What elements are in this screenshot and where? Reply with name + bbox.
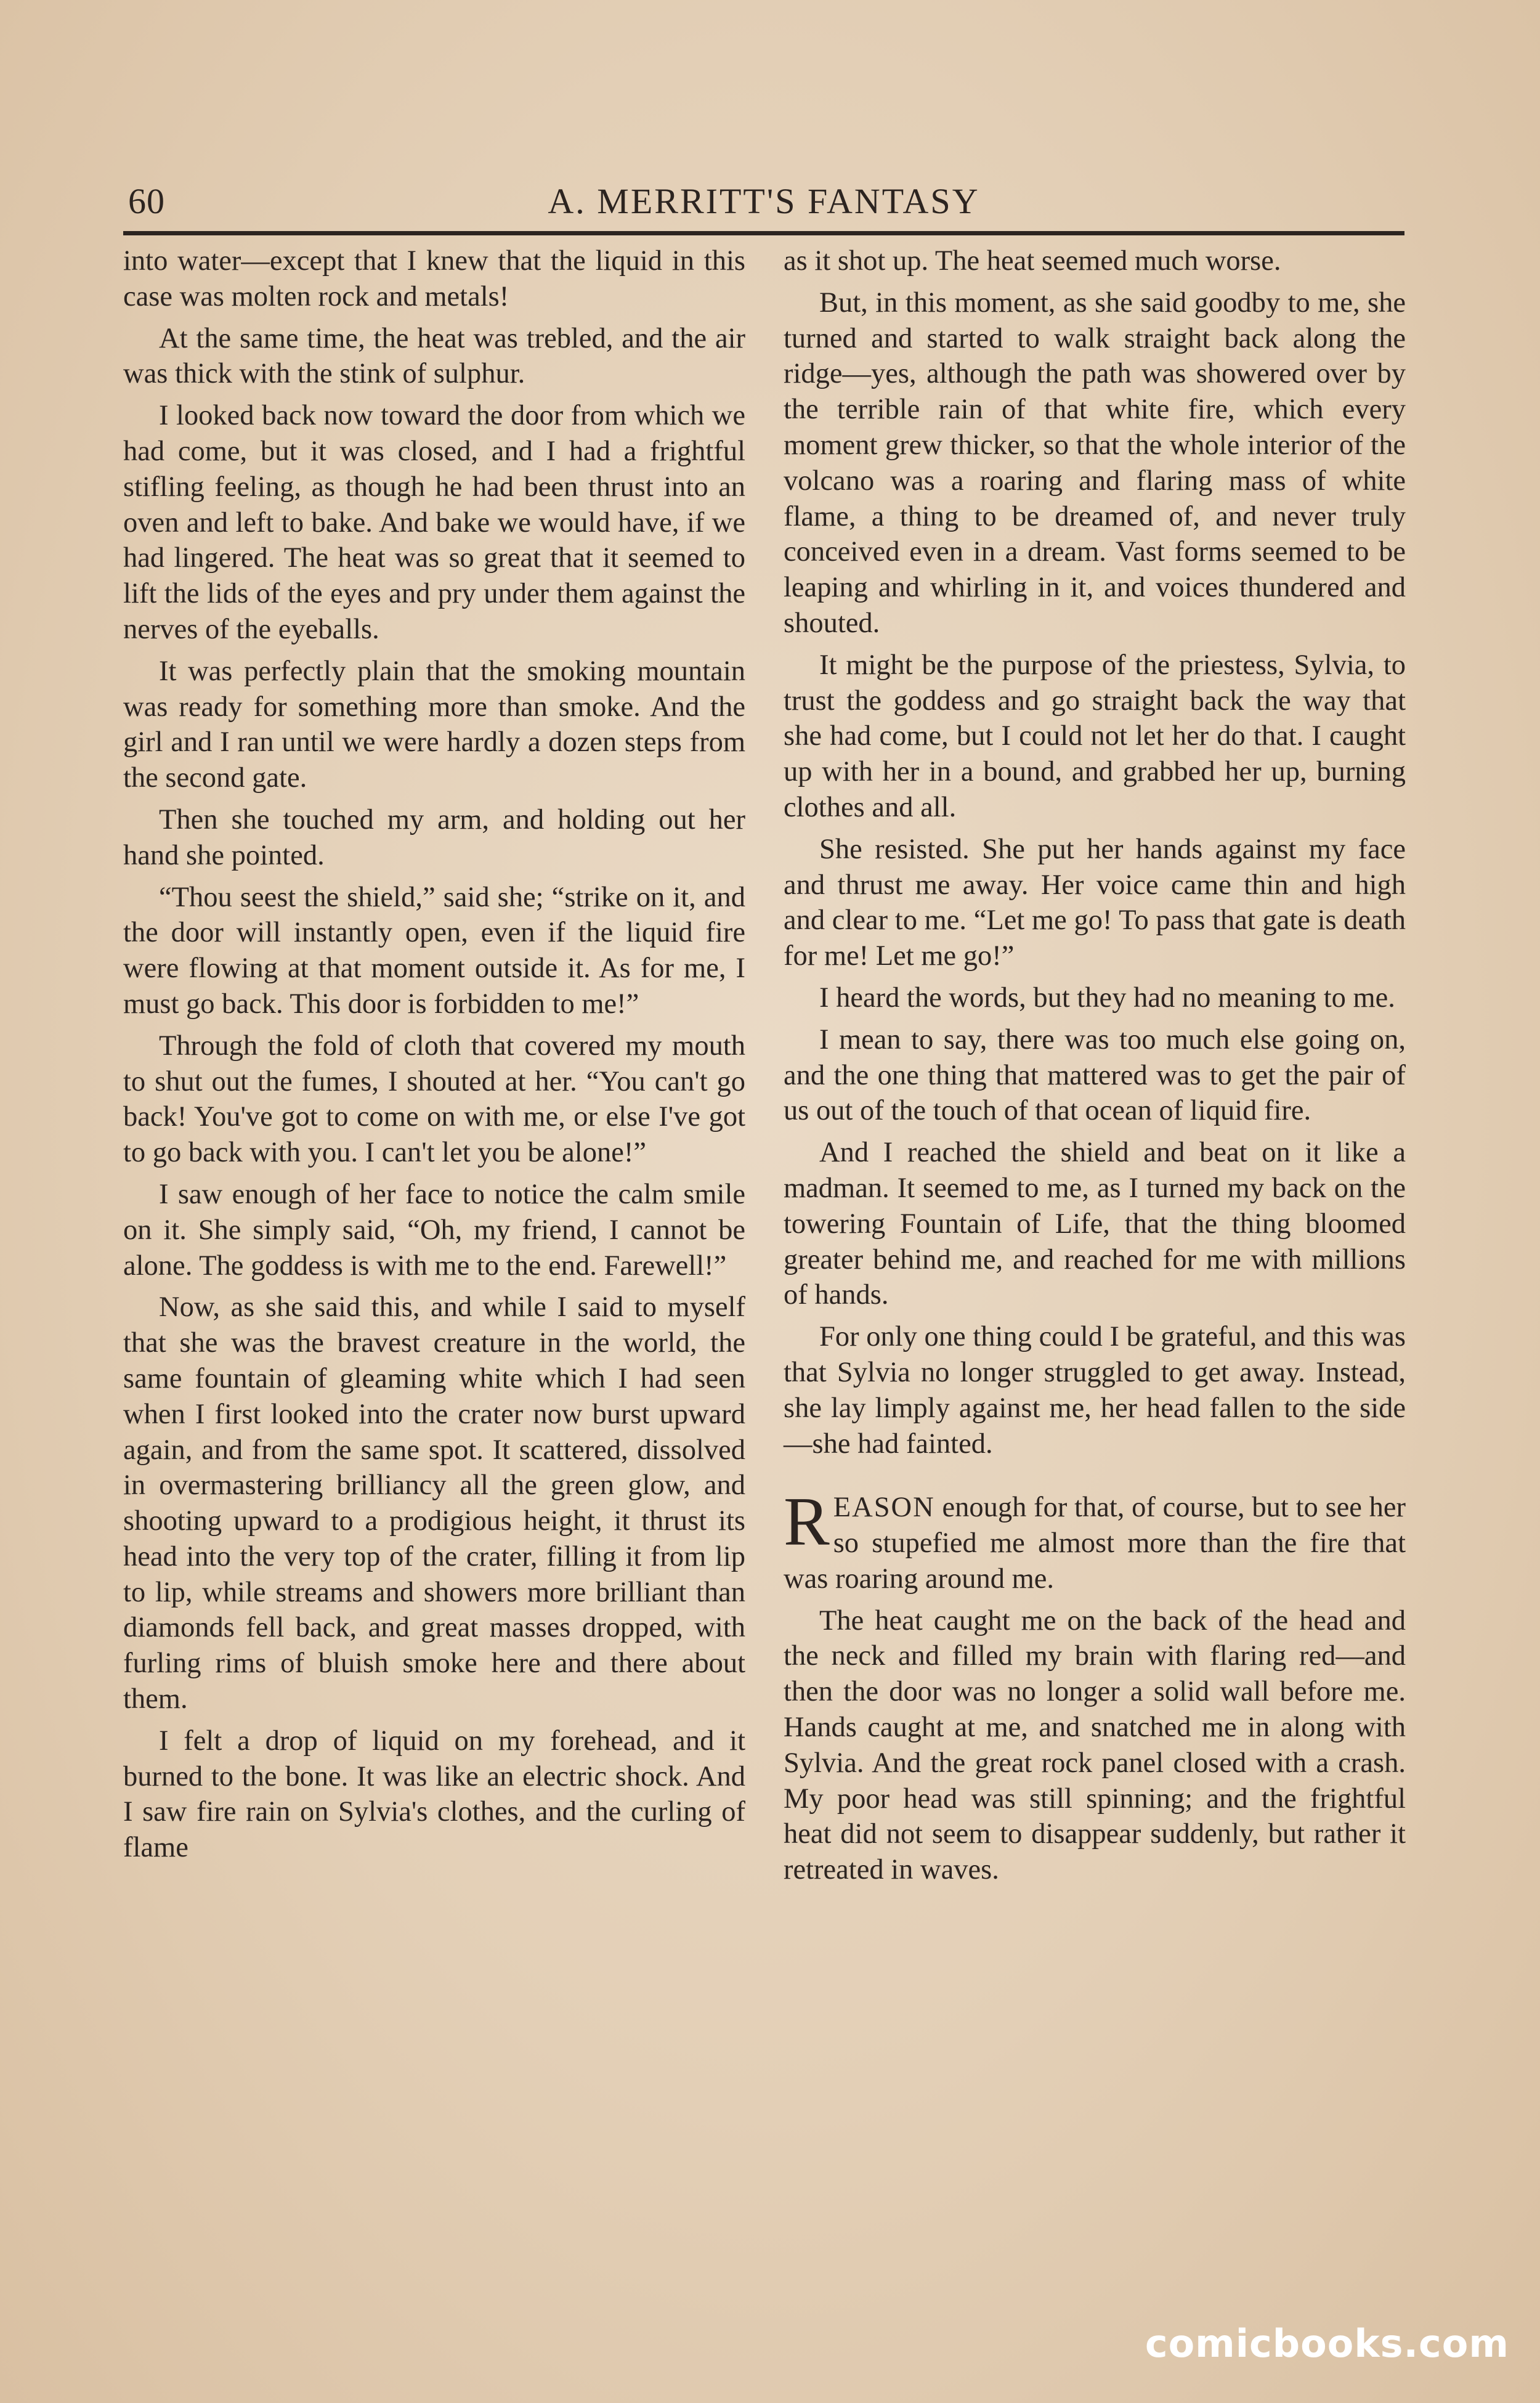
small-caps-lead: EASON <box>833 1492 935 1524</box>
paragraph: At the same time, the heat was trebled, and the air was thick with the stink of sulphur. <box>123 322 745 390</box>
running-title: A. MERRITT'S FANTASY <box>548 181 980 221</box>
paragraph: For only one thing could I be grateful, and this was that Sylvia no longer struggled to get away. Instead, she lay limply against me, her head fallen to the side—she had fainted. <box>784 1321 1406 1460</box>
right-column <box>784 243 1406 1894</box>
paragraph: I heard the words, but they had no meaning to me. <box>819 982 1395 1014</box>
paragraph: She resisted. She put her hands against my face and thrust me away. Her voice came thin and high and clear to me. “Let me go! To pass that gate is death for me! Let me go!” <box>784 833 1406 972</box>
page-number: 60 <box>128 181 165 221</box>
paragraph: The heat caught me on the back of the head and the neck and filled my brain with flaring red—and then the door was no longer a solid wall before me. Hands caught at me, and snatched me in along with Sylvia. And the great rock panel closed with a crash. My poor head was still spinning; and the frightful heat did not seem to disappear suddenly, but rather it retreated in waves. <box>784 1604 1406 1886</box>
paragraph: as it shot up. The heat seemed much worse. <box>784 245 1281 277</box>
paragraph: It might be the purpose of the priestess, Sylvia, to trust the goddess and go straight back the way that she had come, but I could not let her do that. I caught up with her in a bound, and grabbed her up, burning clothes and all. <box>784 649 1406 823</box>
paragraph: But, in this moment, as she said goodby to me, she turned and started to walk straight back along the ridge—yes, although the path was showered over by the terrible rain of that white fire, which every moment grew thicker, so that the whole interior of the volcano was a roaring and flaring mass of white flame, a thing to be dreamed of, and never truly conceived even in a dream. Vast forms seemed to be leaping and whirling in it, and voices thundered and shouted. <box>784 287 1406 639</box>
paragraph: Then she touched my arm, and holding out her hand she pointed. <box>123 803 745 871</box>
paragraph: It was perfectly plain that the smoking mountain was ready for something more than smoke. And the girl and I ran until we were hardly a dozen steps from the second gate. <box>123 655 745 794</box>
paragraph: I saw enough of her face to notice the calm smile on it. She simply said, “Oh, my friend, I cannot be alone. The goddess is with me to the end. Farewell!” <box>123 1178 745 1282</box>
section-break-paragraph <box>784 1484 1406 1596</box>
page-header <box>123 176 1404 235</box>
paragraph: And I reached the shield and beat on it like a madman. It seemed to me, as I turned my back on the towering Fountain of Life, that the thing bloomed greater behind me, and reached for me with millions of hands. <box>784 1137 1406 1311</box>
paragraph: “Thou seest the shield,” said she; “strike on it, and the door will instantly open, even if the liquid fire were flowing at that moment outside it. As for me, I must go back. This door is forbidden to me!” <box>123 881 745 1020</box>
paragraph: into water—except that I knew that the liquid in this case was molten rock and metals! <box>123 245 745 312</box>
left-column <box>123 243 745 1872</box>
paragraph: Through the fold of cloth that covered my mouth to shut out the fumes, I shouted at her. “You can't go back! You've got to come on with me, or else I've got to go back with you. I can't let you be alone!” <box>123 1030 745 1169</box>
paragraph: I felt a drop of liquid on my forehead, and it burned to the bone. It was like an electric shock. And I saw fire rain on Sylvia's clothes, and the curling of flame <box>123 1725 745 1864</box>
paragraph: I looked back now toward the door from which we had come, but it was closed, and I had a frightful stifling feeling, as though he had been thrust into an oven and left to bake. And bake we would have, if we had lingered. The heat was so great that it seemed to lift the lids of the eyes and pry under them against the nerves of the eyeballs. <box>123 400 745 645</box>
drop-cap: R <box>784 1484 830 1561</box>
paragraph: I mean to say, there was too much else going on, and the one thing that mattered was to get the pair of us out of the touch of that ocean of liquid fire. <box>784 1023 1406 1127</box>
watermark: comicbooks.com <box>1145 2321 1509 2366</box>
paragraph: Now, as she said this, and while I said to myself that she was the bravest creature in the world, the same fountain of gleaming white which I had seen when I first looked into the crater now burst upward again, and from the same spot. It scattered, dissolved in overmastering brilliancy all the green glow, and shooting upward to a prodigious height, it thrust its head into the very top of the crater, filling it from lip to lip, while streams and showers more brilliant than diamonds fell back, and great masses dropped, with furling rims of bluish smoke here and there about them. <box>123 1291 745 1715</box>
paragraph-text: enough for that, of course, but to see her so stupefied me almost more than the fire that was roaring around me. <box>784 1492 1406 1595</box>
